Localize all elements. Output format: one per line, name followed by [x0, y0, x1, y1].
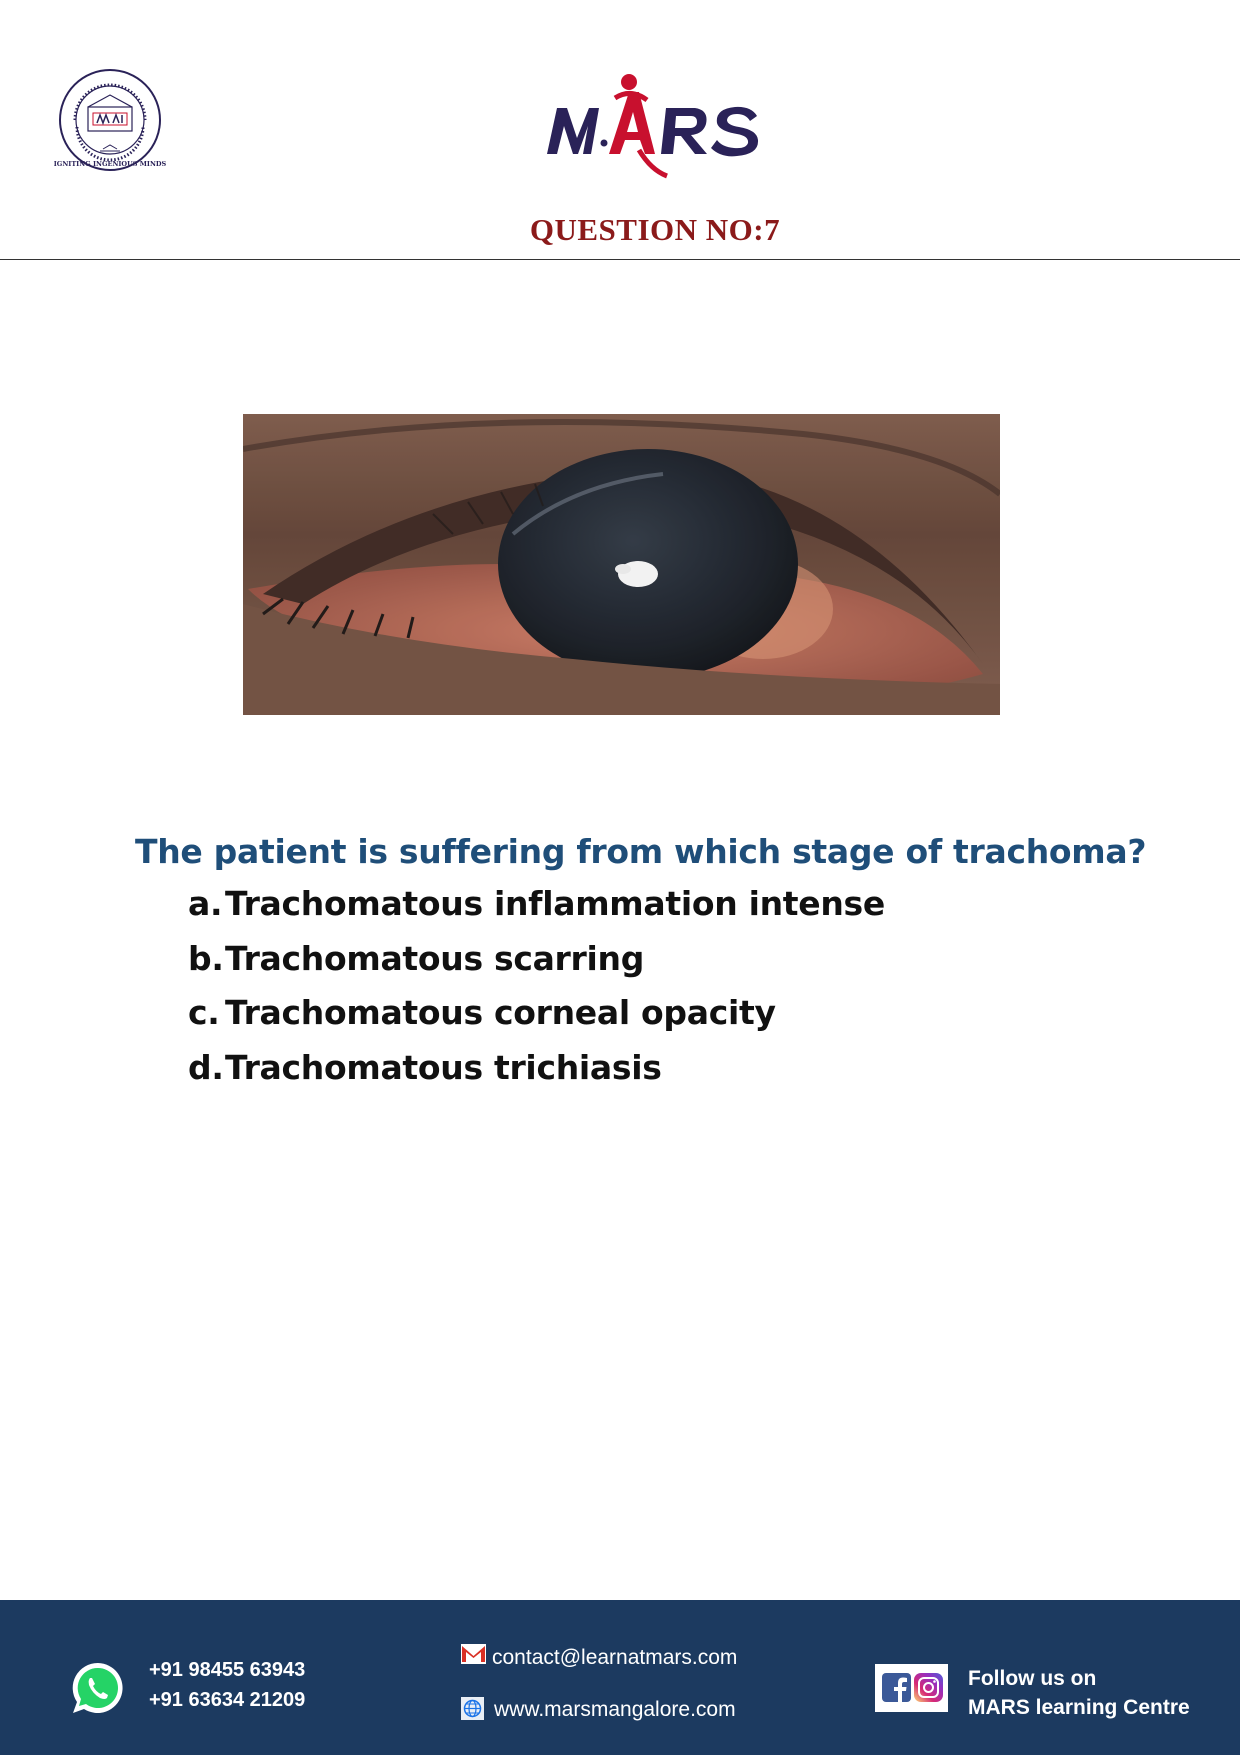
email-link[interactable]: contact@learnatmars.com	[492, 1646, 738, 1669]
option-letter: d.	[188, 1047, 224, 1087]
header-divider	[0, 259, 1240, 260]
option-text: Trachomatous scarring	[225, 938, 645, 978]
option-c[interactable]	[188, 993, 885, 1048]
globe-icon	[461, 1697, 484, 1720]
website-link[interactable]: www.marsmangalore.com	[494, 1698, 736, 1721]
phone-number[interactable]: +91 98455 63943	[149, 1659, 306, 1681]
option-text: Trachomatous inflammation intense	[225, 884, 885, 923]
academy-seal-logo	[55, 65, 165, 175]
social-account-name[interactable]: MARS learning Centre	[968, 1696, 1190, 1719]
option-letter: c.	[188, 993, 220, 1032]
whatsapp-icon[interactable]	[70, 1660, 126, 1716]
answer-options	[188, 884, 885, 1102]
follow-us-label: Follow us on	[968, 1667, 1097, 1690]
option-text: Trachomatous corneal opacity	[225, 993, 776, 1032]
phone-number[interactable]: +91 63634 21209	[149, 1689, 306, 1711]
option-d[interactable]	[188, 1048, 885, 1103]
mail-icon	[461, 1644, 486, 1664]
instagram-icon[interactable]	[914, 1673, 943, 1702]
seal-caption: IGNITING INGENIOUS MINDS	[53, 160, 167, 168]
question-text: The patient is suffering from which stage of trachoma?	[135, 832, 1147, 871]
question-number: QUESTION NO:7	[529, 212, 781, 247]
mars-brand-logo	[545, 68, 795, 188]
social-icons	[875, 1664, 948, 1712]
option-b[interactable]	[188, 939, 885, 994]
option-letter: b.	[188, 938, 224, 978]
option-text: Trachomatous trichiasis	[225, 1047, 662, 1087]
contact-footer	[0, 1600, 1240, 1755]
page-header	[0, 0, 1240, 262]
option-letter: a.	[188, 884, 223, 923]
option-a[interactable]	[188, 884, 885, 939]
facebook-icon[interactable]	[882, 1673, 911, 1702]
eye-clinical-photo	[243, 414, 1000, 715]
